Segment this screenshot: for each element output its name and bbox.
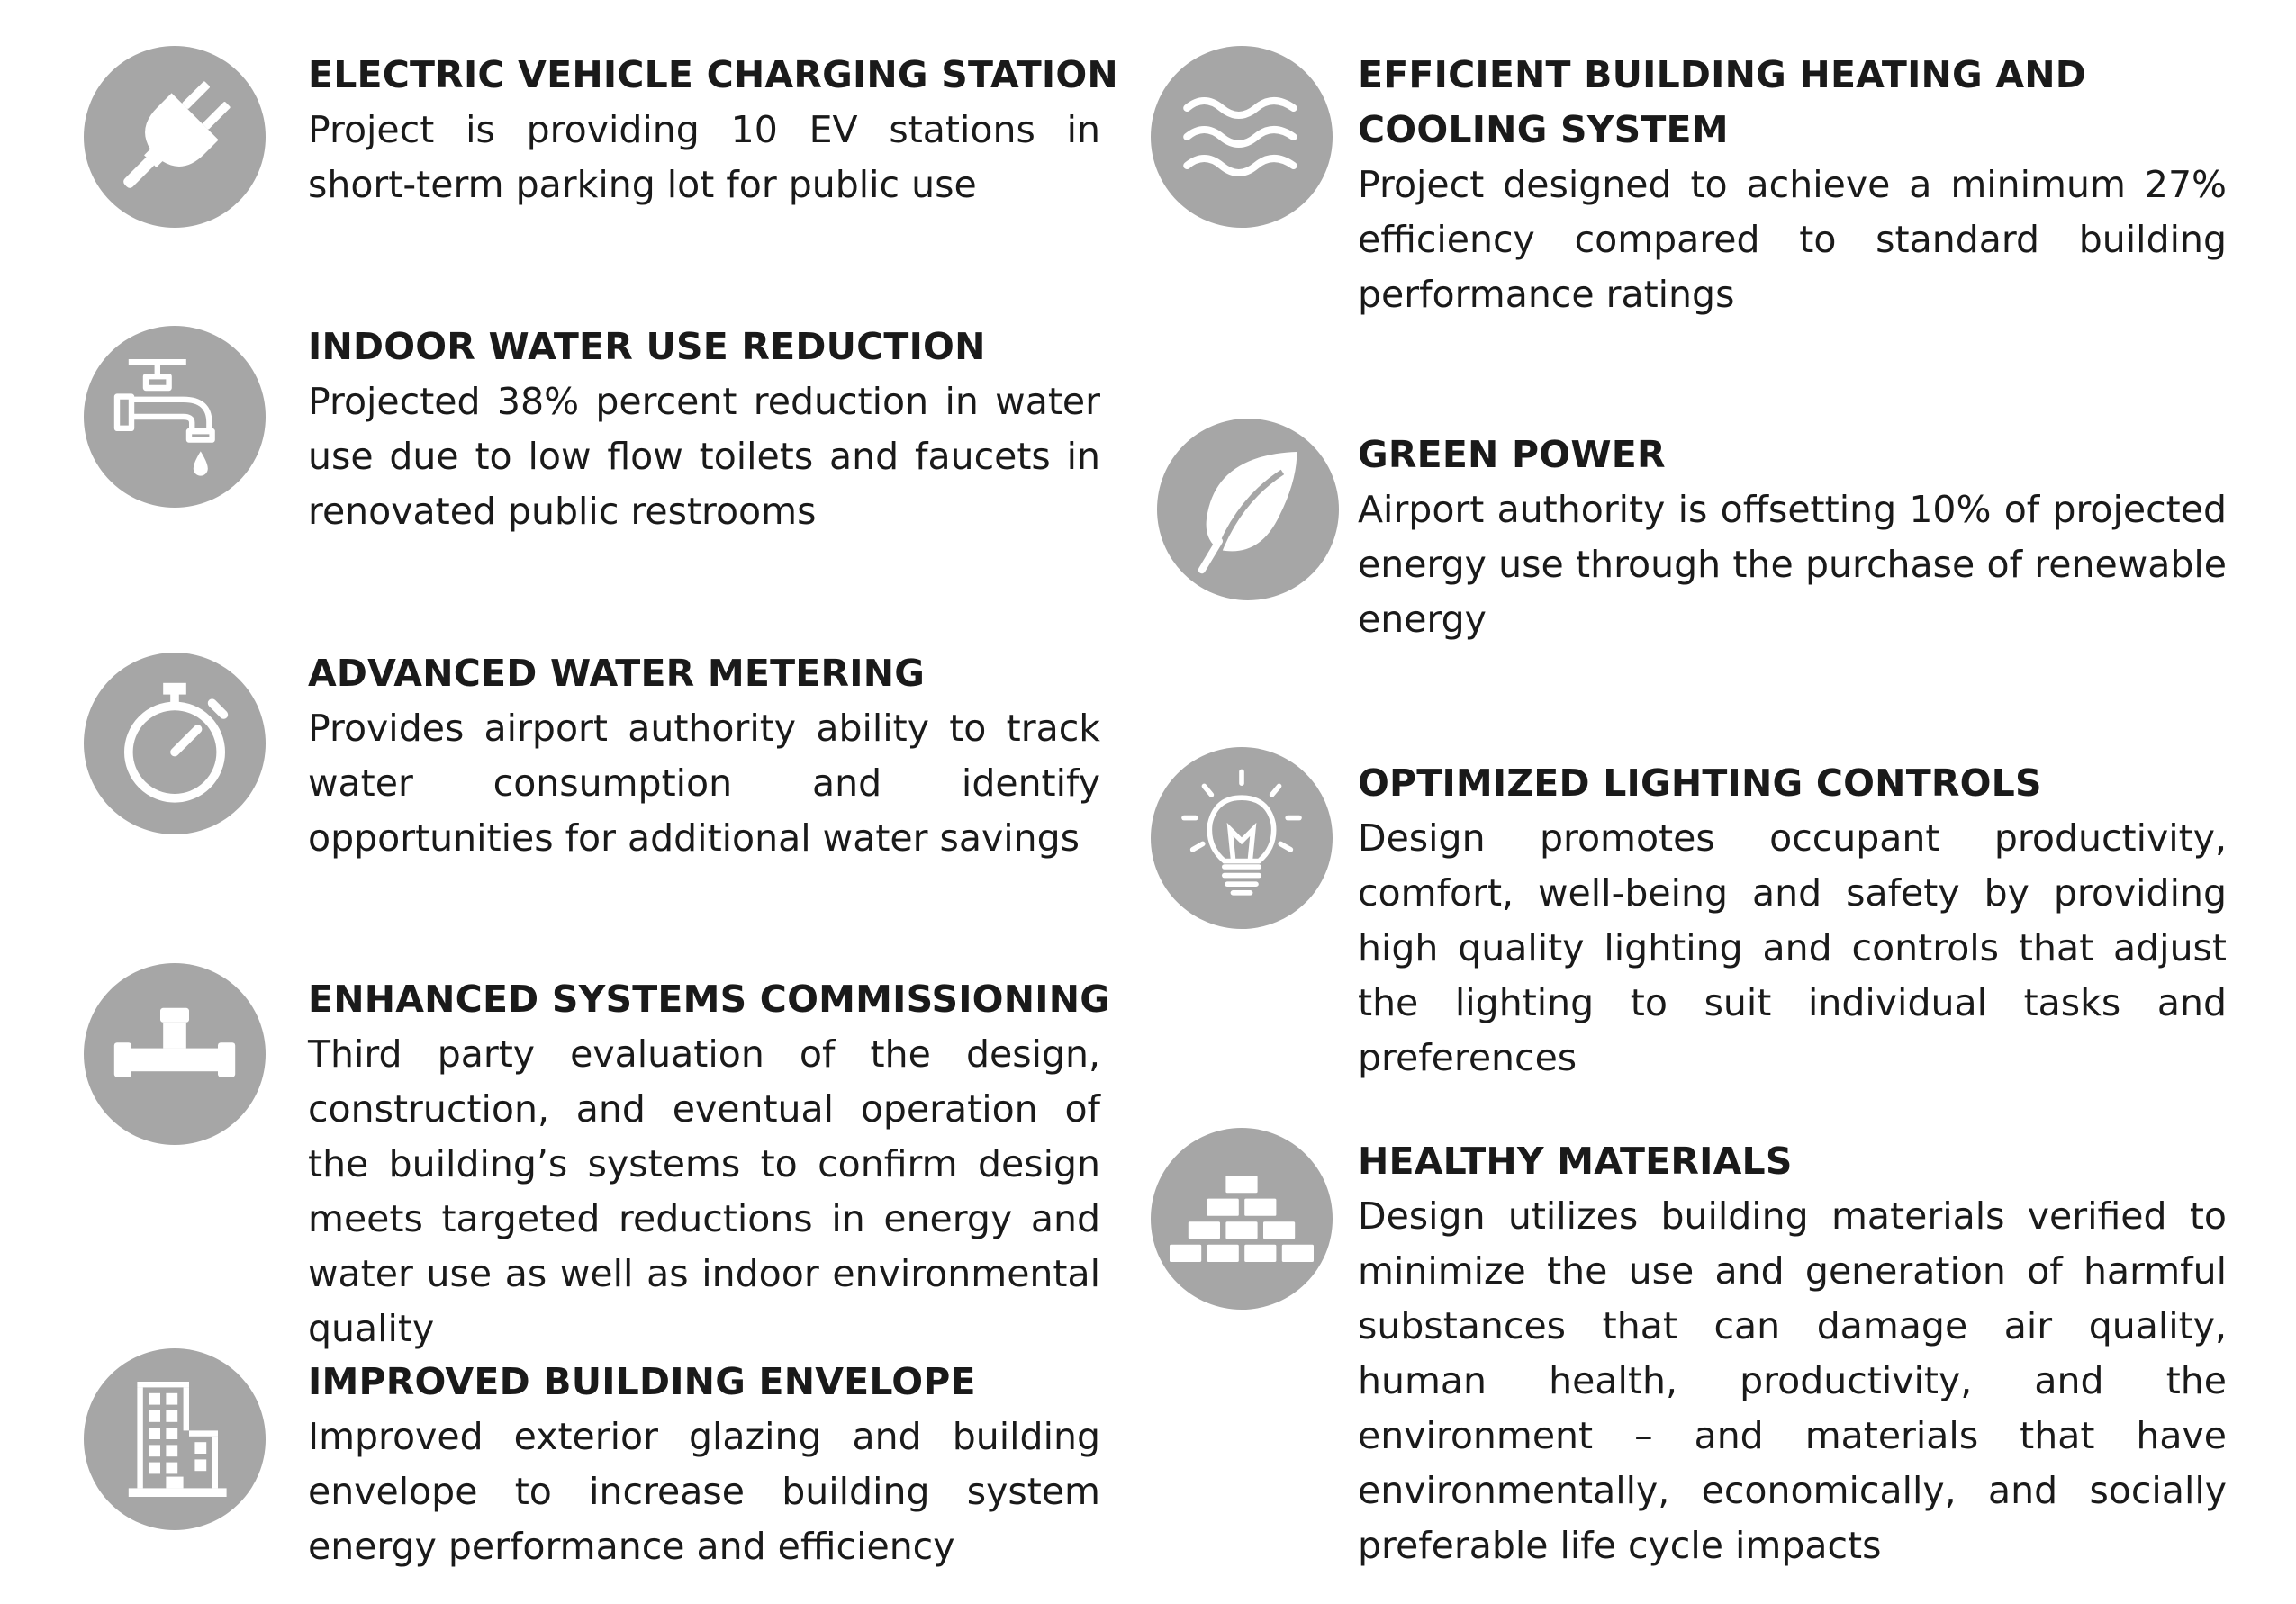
leaf-icon bbox=[1157, 419, 1339, 600]
feature-title: INDOOR WATER USE REDUCTION bbox=[308, 325, 986, 368]
heat-waves-icon bbox=[1151, 46, 1333, 228]
feature-title: IMPROVED BUILDING ENVELOPE bbox=[308, 1360, 976, 1403]
pipe-fitting-icon bbox=[84, 963, 266, 1145]
plug-icon bbox=[84, 46, 266, 228]
feature-title: GREEN POWER bbox=[1358, 433, 1666, 476]
building-icon bbox=[84, 1348, 266, 1530]
feature-title: ADVANCED WATER METERING bbox=[308, 652, 926, 695]
feature-title: ELECTRIC VEHICLE CHARGING STATION bbox=[308, 53, 1118, 96]
feature-title: EFFICIENT BUILDING HEATING AND COOLING SYSTEM bbox=[1358, 53, 2087, 151]
feature-description: Airport authority is offsetting 10% of projected energy use through the purchase of renewable energy bbox=[1358, 488, 2227, 641]
feature-title: OPTIMIZED LIGHTING CONTROLS bbox=[1358, 761, 2042, 805]
feature-description: Projected 38% percent reduction in water use due to low flow toilets and faucets in renovated public restrooms bbox=[308, 380, 1100, 533]
stopwatch-icon bbox=[84, 653, 266, 834]
feature-description: Third party evaluation of the design, construction, and eventual operation of the building’s systems to confirm design meets targeted reductions in energy and water use as well as indoor environmental quality bbox=[308, 1032, 1100, 1350]
feature-description: Provides airport authority ability to track water consumption and identify opportunities for additional water savings bbox=[308, 707, 1100, 860]
lightbulb-icon bbox=[1151, 747, 1333, 929]
faucet-icon bbox=[84, 326, 266, 508]
bricks-icon bbox=[1151, 1128, 1333, 1310]
feature-title: ENHANCED SYSTEMS COMMISSIONING bbox=[308, 978, 1111, 1021]
feature-description: Project designed to achieve a minimum 27% efficiency compared to standard building performance ratings bbox=[1358, 163, 2227, 316]
feature-title: HEALTHY MATERIALS bbox=[1358, 1140, 1793, 1183]
feature-description: Project is providing 10 EV stations in short-term parking lot for public use bbox=[308, 108, 1100, 206]
feature-description: Design utilizes building materials verified to minimize the use and generation of harmful substances that can damage air quality, human health, productivity, and the environment – and materials that have environmentally, economically, and socially preferable life cycle impacts bbox=[1358, 1194, 2227, 1567]
feature-description: Design promotes occupant productivity, comfort, well-being and safety by providing high quality lighting and controls that adjust the lighting to suit individual tasks and preferences bbox=[1358, 816, 2227, 1079]
feature-description: Improved exterior glazing and building envelope to increase building system energy performance and efficiency bbox=[308, 1415, 1100, 1568]
